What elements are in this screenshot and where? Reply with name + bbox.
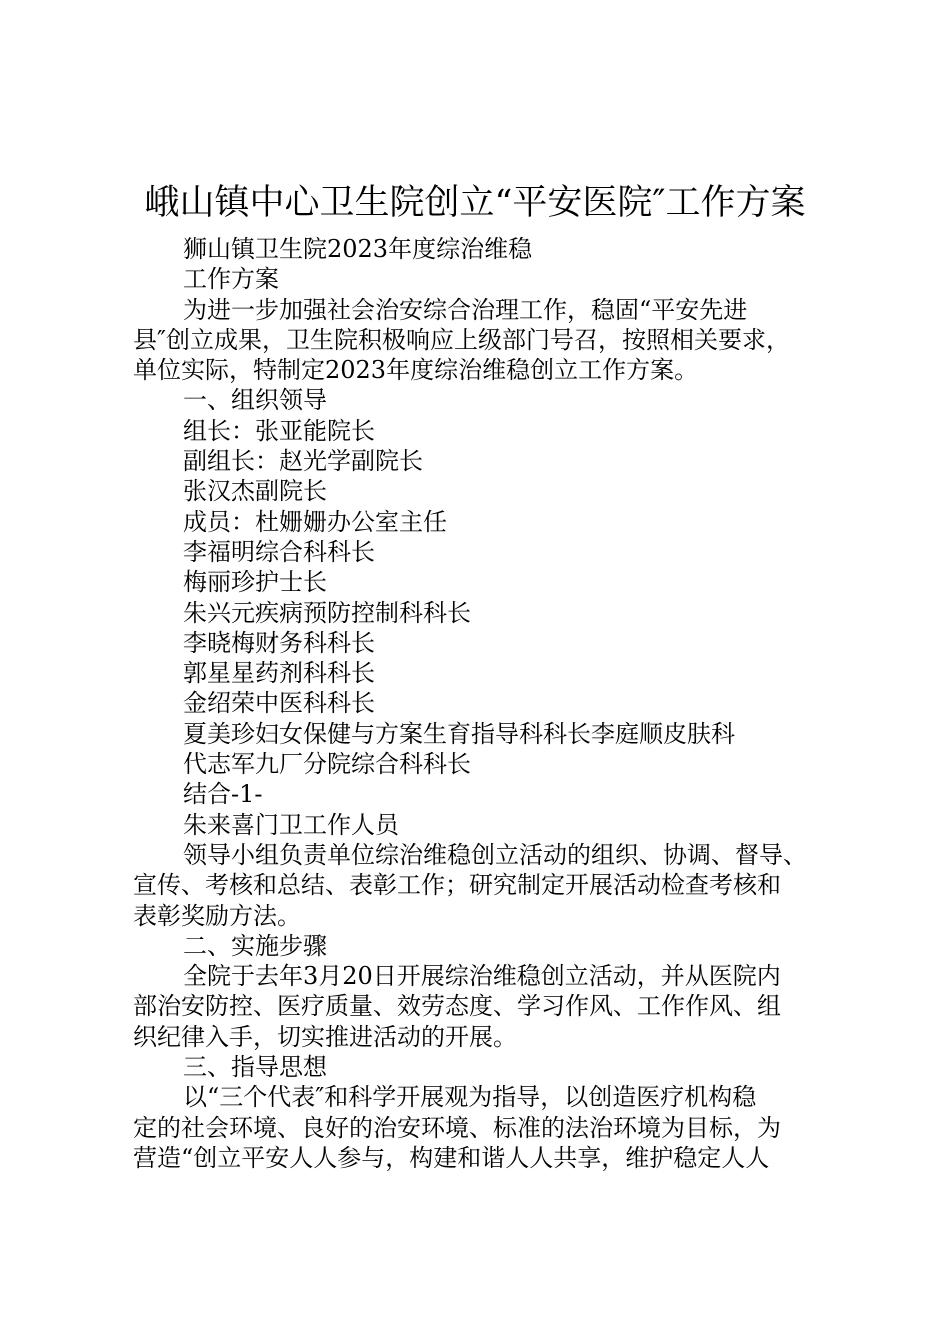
- paragraph-line: 定的社会环境、良好的治安环境、标准的法治环境为目标，为: [133, 1113, 781, 1142]
- paragraph-line: 一、组织领导: [183, 386, 327, 415]
- paragraph-line: 副组长：赵光学副院长: [183, 447, 423, 476]
- paragraph-line: 金绍荣中医科科长: [183, 689, 375, 718]
- paragraph-line: 部治安防控、医疗质量、效劳态度、学习作风、工作作风、组: [133, 992, 781, 1021]
- paragraph-line: 宣传、考核和总结、表彰工作；研究制定开展活动检查考核和: [133, 871, 781, 900]
- paragraph-line: 全院于去年3月20日开展综治维稳创立活动，并从医院内: [183, 962, 781, 991]
- paragraph-line: 县″创立成果，卫生院积极响应上级部门号召，按照相关要求，: [133, 325, 790, 354]
- paragraph-line: 李福明综合科科长: [183, 537, 375, 566]
- paragraph-line: 工作方案: [183, 265, 279, 294]
- paragraph-line: 梅丽珍护士长: [183, 568, 327, 597]
- document-body: [133, 234, 838, 1173]
- paragraph-line: 领导小组负责单位综治维稳创立活动的组织、协调、督导、: [183, 840, 807, 869]
- paragraph-line: 结合-1-: [183, 780, 263, 809]
- paragraph-line: 表彰奖励方法。: [133, 901, 301, 930]
- paragraph-line: 组长：张亚能院长: [183, 416, 375, 445]
- paragraph-line: 张汉杰副院长: [183, 477, 327, 506]
- paragraph-line: 郭星星药剂科科长: [183, 659, 375, 688]
- paragraph-line: 李晓梅财务科科长: [183, 628, 375, 657]
- paragraph-line: 三、指导思想: [183, 1053, 327, 1082]
- paragraph-line: 单位实际，特制定2023年度综治维稳创立工作方案。: [133, 356, 699, 385]
- paragraph-line: 织纪律入手，切实推进活动的开展。: [133, 1022, 517, 1051]
- paragraph-line: 以“三个代表″和科学开展观为指导，以创造医疗机构稳: [183, 1083, 757, 1112]
- paragraph-line: 狮山镇卫生院2023年度综治维稳: [183, 235, 533, 263]
- paragraph-line: 夏美珍妇女保健与方案生育指导科科长李庭顺皮肤科: [183, 719, 735, 748]
- document-title: 峨山镇中心卫生院创立“平安医院″工作方案: [144, 183, 806, 223]
- paragraph-line: 朱来喜门卫工作人员: [183, 810, 399, 839]
- paragraph-line: 二、实施步骤: [183, 931, 327, 960]
- paragraph-line: 营造“创立平安人人参与，构建和谐人人共享，维护稳定人人: [133, 1143, 770, 1172]
- paragraph-line: 成员：杜姗姗办公室主任: [183, 507, 447, 536]
- paragraph-line: 为进一步加强社会治安综合治理工作，稳固“平安先进: [183, 295, 748, 324]
- paragraph-line: 朱兴元疾病预防控制科科长: [183, 598, 471, 627]
- paragraph-line: 代志军九厂分院综合科科长: [183, 750, 471, 779]
